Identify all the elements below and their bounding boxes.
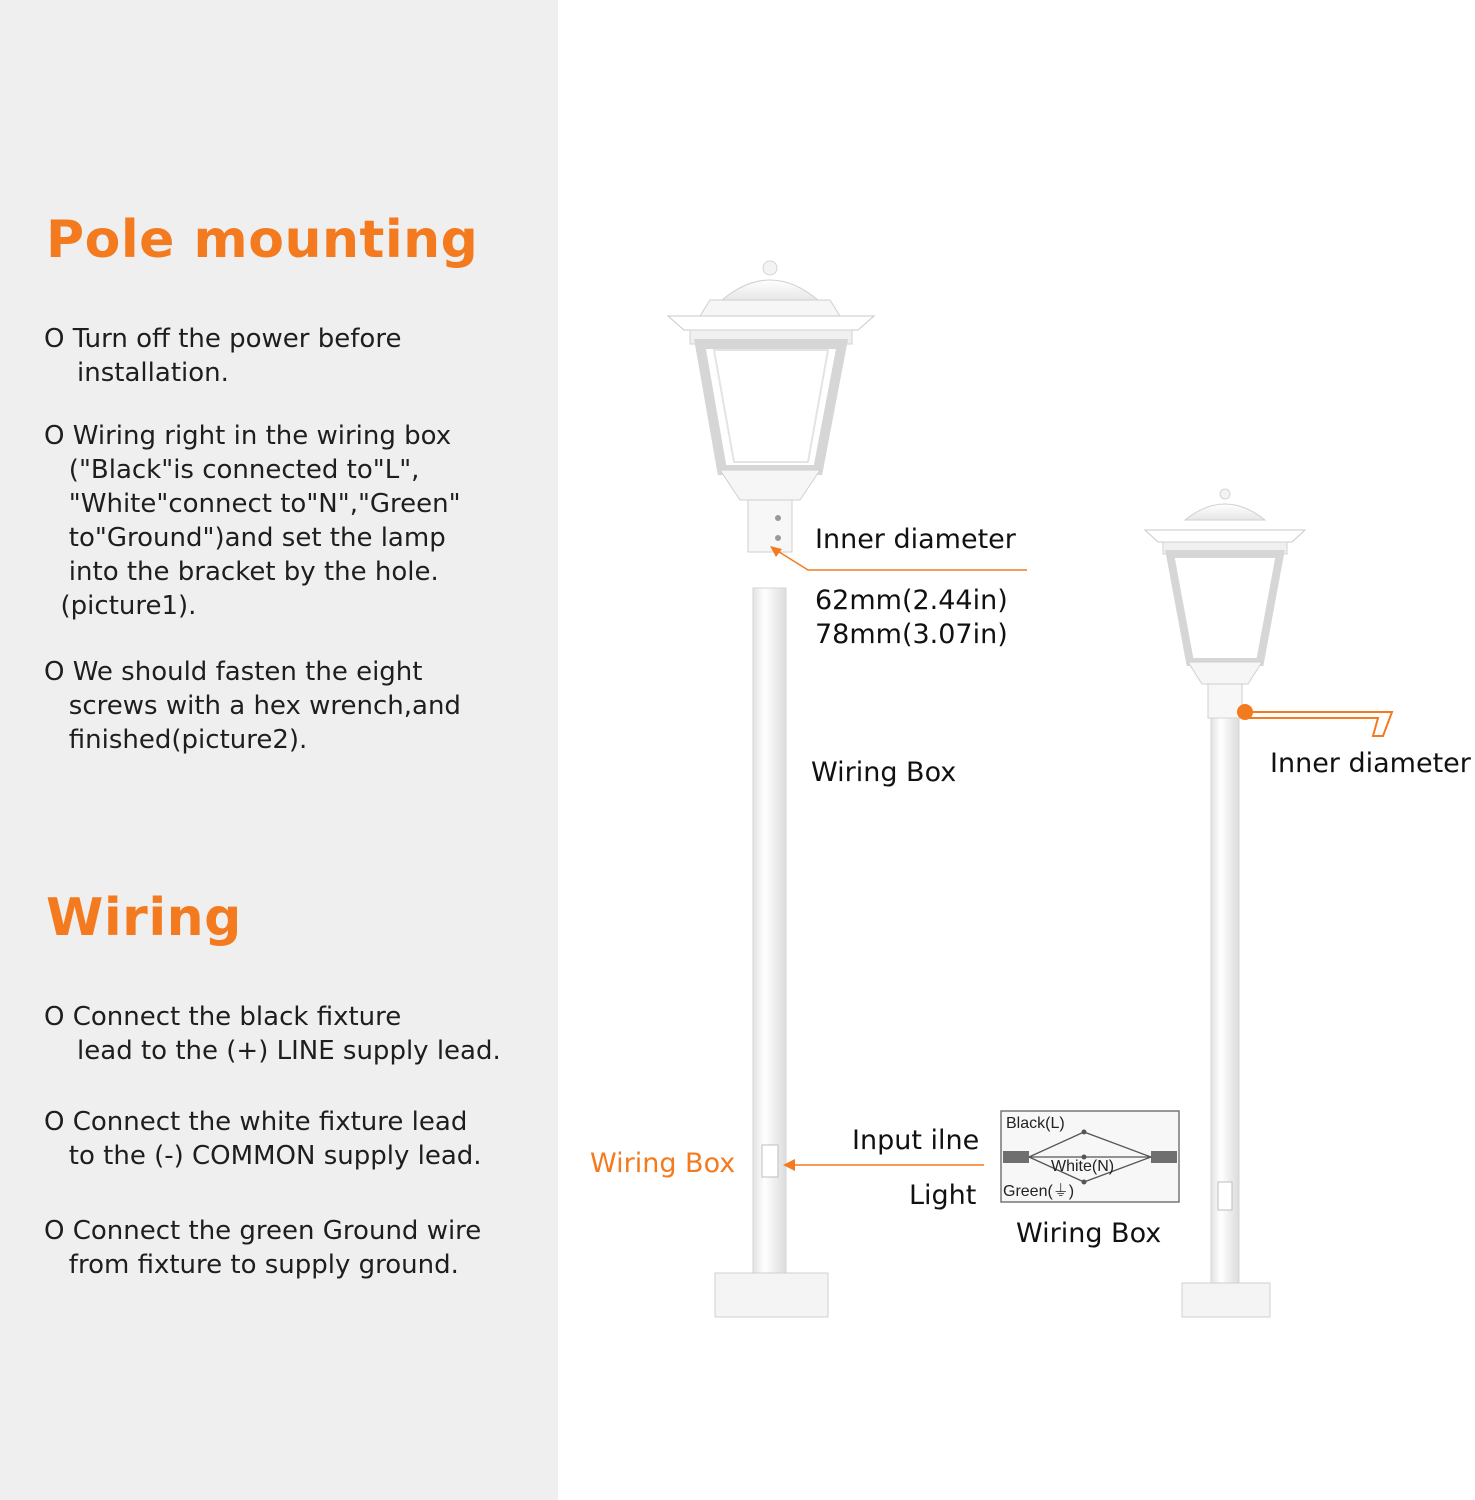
pole-1 (715, 588, 828, 1317)
schematic-black-label: Black(L) (1006, 1115, 1065, 1132)
leader-wiring-box (783, 1159, 984, 1171)
wiring-box-door-1 (762, 1145, 778, 1177)
wiring-step-1: O Connect the black fixture lead to the (+) LINE supply lead. (44, 1002, 501, 1066)
schematic-green-label: Green(⏚) (1003, 1183, 1075, 1200)
wiring-step-2: O Connect the white fixture lead to the (-) COMMON supply lead. (44, 1107, 482, 1171)
wiring-box-label-upper: Wiring Box (811, 757, 957, 788)
pole-2 (1182, 718, 1270, 1317)
wiring-box-label-orange: Wiring Box (590, 1148, 736, 1179)
size-62mm-label: 62mm(2.44in) (815, 585, 1008, 616)
inner-diameter-label-1: Inner diameter (815, 524, 1016, 555)
inner-diameter-label-2: Inner diameter (1270, 748, 1471, 779)
pole-mounting-step-3: O We should fasten the eight screws with a hex wrench,and finished(picture2). (44, 657, 461, 755)
wiring-heading: Wiring (46, 888, 242, 948)
schematic-white-label: White(N) (1051, 1158, 1115, 1175)
wiring-schematic (1001, 1111, 1179, 1202)
input-line-label: Input ilne (852, 1125, 980, 1156)
wiring-box-door-2 (1218, 1182, 1232, 1210)
lamp-head-1 (668, 261, 874, 552)
lamp-head-2 (1145, 489, 1305, 718)
pole-base-2 (1182, 1283, 1270, 1317)
leader-inner-diameter-2 (1237, 704, 1392, 736)
size-78mm-label: 78mm(3.07in) (815, 619, 1008, 650)
wiring-step-3: O Connect the green Ground wire from fixture to supply ground. (44, 1216, 482, 1280)
pole-base-1 (715, 1273, 828, 1317)
pole-mounting-heading: Pole mounting (46, 210, 479, 270)
wiring-box-caption: Wiring Box (1016, 1218, 1162, 1249)
pole-mounting-step-1: O Turn off the power before installation. (44, 324, 402, 388)
pole-mounting-step-2: O Wiring right in the wiring box ("Black"is connected to"L", "White"connect to"N","Green" to"Ground")and set the lamp into the bracket by the hole. (picture1). (44, 421, 461, 621)
light-label: Light (909, 1180, 977, 1211)
